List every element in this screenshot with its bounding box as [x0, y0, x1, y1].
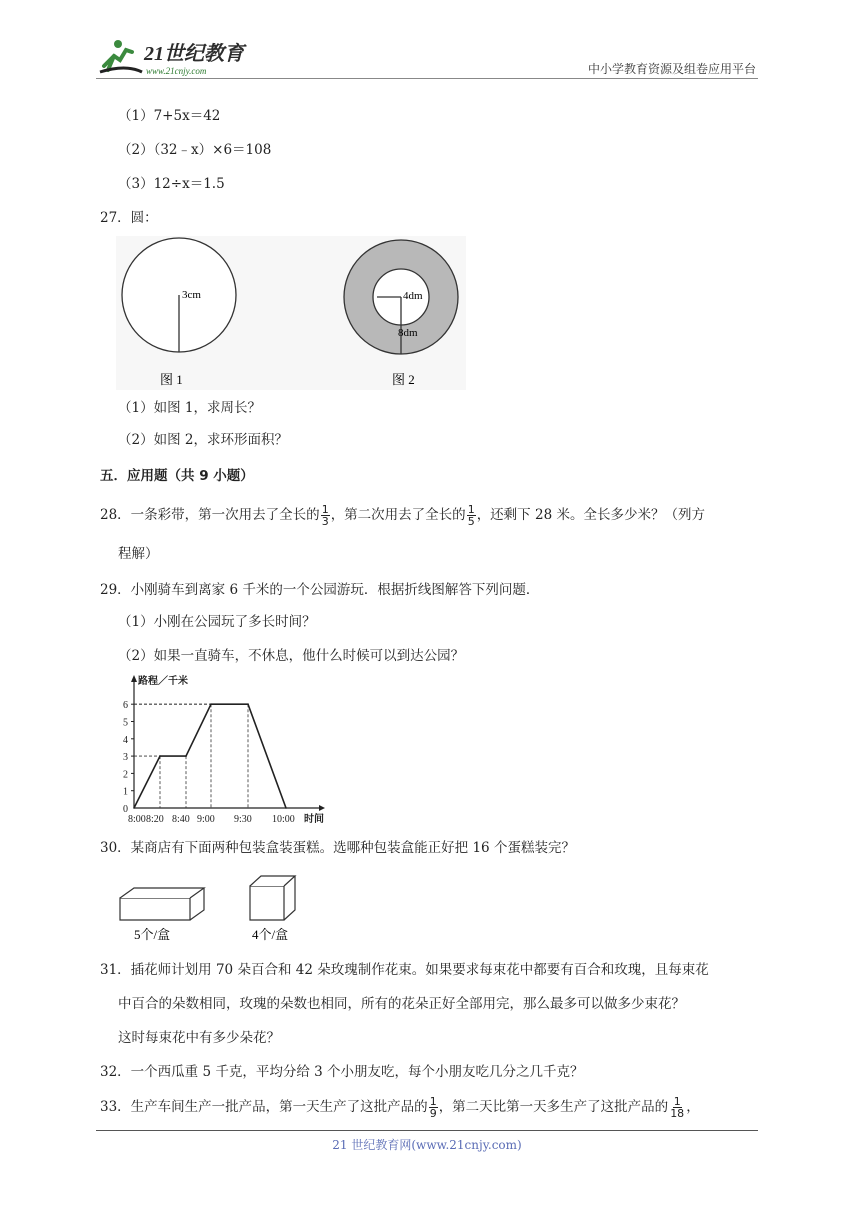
data-point-2: [185, 755, 187, 757]
y-tick-label-4: 4: [123, 734, 128, 746]
y-tick-label-3: 3: [123, 752, 128, 764]
logo-url: www.21cnjy.com: [146, 66, 207, 76]
q26-item-1: （1）7+5x＝42: [118, 108, 221, 124]
fraction-1-5: $\frac{1}{5}$: [467, 503, 475, 528]
q26-item-3: （3）12÷x＝1.5: [118, 176, 225, 192]
footer-divider: [96, 1130, 758, 1131]
q29-sub2: （2）如果一直骑车，不休息，他什么时候可以到达公园？: [118, 648, 465, 664]
box1-label: 5个/盒: [134, 927, 171, 942]
fraction-1-9: $\frac{1}{9}$: [429, 1095, 437, 1120]
fraction-1-3: $\frac{1}{3}$: [321, 503, 329, 528]
box-4-per-box: [250, 876, 295, 942]
x-tick-label-2: 8:40: [172, 814, 190, 825]
header-tagline: 中小学教育资源及组卷应用平台: [587, 62, 756, 76]
q31-line2: 中百合的朵数相同，玫瑰的朵数也相同，所有的花朵正好全部用完，那么最多可以做多少束花？: [118, 996, 685, 1012]
box2-label: 4个/盒: [252, 927, 289, 942]
data-point-1: [159, 755, 161, 757]
q27-title: 27．圆：: [100, 210, 158, 226]
q26-item-2: （2）（32﹣x）×6＝108: [118, 142, 272, 158]
data-point-3: [210, 703, 212, 705]
q28-line1: 28．一条彩带，第一次用去了全长的 $\frac{1}{3}$ ，第二次用去了全长的 $\frac{1}{5}$ ，还剩下 28 米。全长多少米？（列方: [100, 503, 705, 528]
q29-sub1: （1）小刚在公园玩了多长时间？: [118, 614, 316, 630]
x-tick-label-5: 10:00: [272, 814, 295, 825]
footer-text: 21 世纪教育网(www.21cnjy.com): [332, 1138, 522, 1152]
section5-title: 五．应用题（共 9 小题）: [100, 468, 254, 484]
q29-line-chart: [114, 672, 340, 828]
q28-line2: 程解）: [118, 546, 159, 562]
y-axis-arrow: [131, 675, 137, 682]
data-point-5: [285, 807, 287, 809]
q30-title: 30．某商店有下面两种包装盒装蛋糕。选哪种包装盒能正好把 16 个蛋糕装完？: [100, 840, 575, 856]
q27-sub1: （1）如图 1，求周长？: [118, 400, 261, 416]
runner-icon: [100, 40, 142, 72]
data-point-4: [247, 703, 249, 705]
q32-text: 32．一个西瓜重 5 千克，平均分给 3 个小朋友吃，每个小朋友吃几分之几千克？: [100, 1064, 584, 1080]
fig1-caption: 图 1: [160, 372, 183, 387]
q27-figures: [116, 236, 466, 390]
header-divider: [96, 78, 758, 79]
q27-sub2: （2）如图 2，求环形面积？: [118, 432, 288, 448]
fig2-caption: 图 2: [392, 372, 415, 387]
x-tick-label-4: 9:30: [234, 814, 252, 825]
q29-title: 29．小刚骑车到离家 6 千米的一个公园游玩．根据折线图解答下列问题．: [100, 582, 540, 598]
fig2-inner-label: 4dm: [403, 290, 423, 302]
q31-line3: 这时每束花中有多少朵花？: [118, 1030, 280, 1046]
x-axis-label: 时间: [304, 814, 324, 825]
q30-boxes: [114, 868, 314, 944]
y-tick-label-5: 5: [123, 717, 128, 729]
fraction-1-18: $\frac{1}{18}$: [670, 1095, 685, 1120]
x-tick-label-3: 9:00: [197, 814, 215, 825]
x-tick-label-1: 8:20: [146, 814, 164, 825]
box-5-per-box: [120, 888, 204, 942]
x-axis-arrow: [319, 805, 325, 811]
q33-line1: 33．生产车间生产一批产品，第一天生产了这批产品的 $\frac{1}{9}$ ，第二天比第一天多生产了这批产品的 $\frac{1}{18}$ ，: [100, 1095, 700, 1120]
data-point-0: [133, 807, 135, 809]
y-tick-label-1: 1: [123, 786, 128, 798]
y-tick-label-0: 0: [123, 804, 128, 815]
x-tick-label-0: 8:00: [128, 814, 146, 825]
fig1-radius-label: 3cm: [182, 289, 201, 301]
y-tick-label-2: 2: [123, 769, 128, 781]
y-axis-label: 路程／千米: [138, 676, 188, 687]
q31-line1: 31．插花师计划用 70 朵百合和 42 朵玫瑰制作花束。如果要求每束花中都要有百合和玫瑰，且每束花: [100, 962, 709, 978]
fig2-outer-label: 8dm: [398, 327, 418, 339]
site-logo: [96, 36, 256, 78]
y-tick-label-6: 6: [123, 700, 128, 712]
logo-text: 21世纪教育: [144, 43, 244, 65]
